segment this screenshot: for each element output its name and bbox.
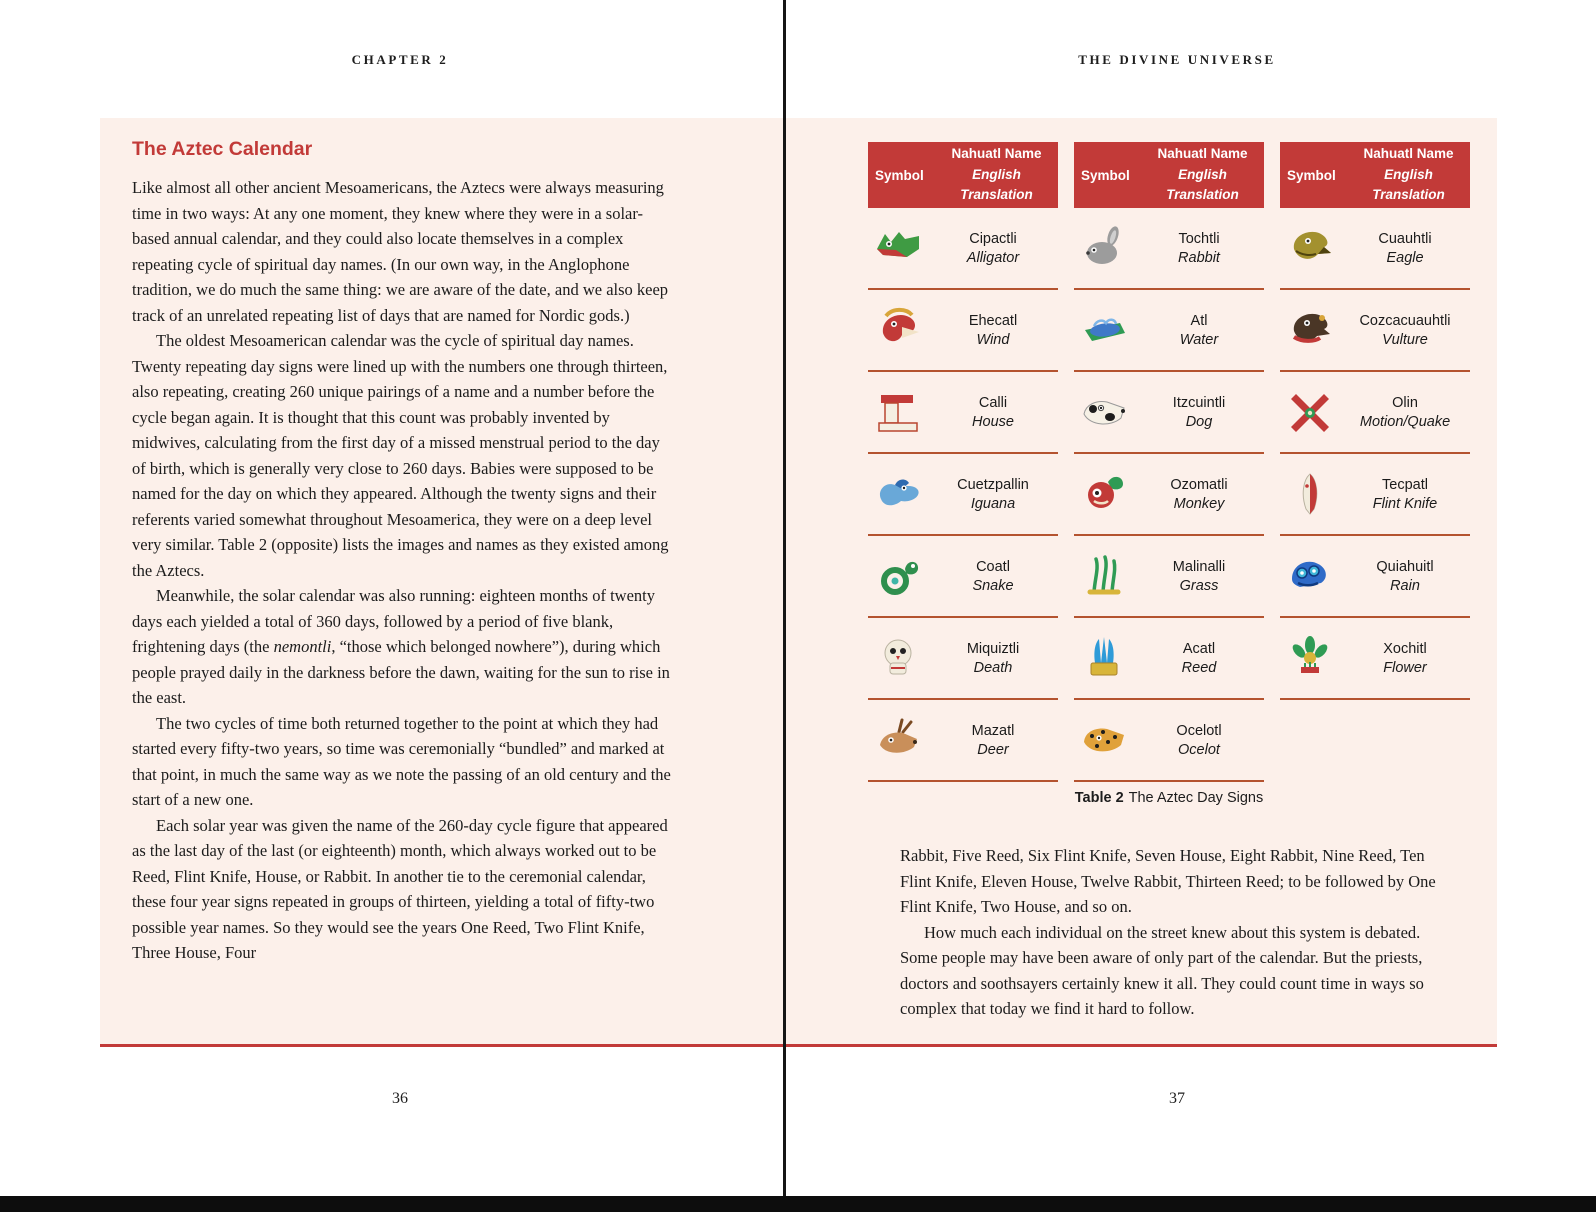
paragraph-continuation: Rabbit, Five Reed, Six Flint Knife, Seven House, Eight Rabbit, Nine Reed, Ten Flint Knife, Eleven House, Twelve Rabbit, Thirteen Reed; to be followed by One Flint Knife, Two House, and so on. bbox=[900, 846, 1436, 916]
dog-icon bbox=[1074, 388, 1134, 436]
column-header bbox=[1074, 142, 1264, 208]
english-translation: Snake bbox=[972, 577, 1014, 594]
header-symbol-label: Symbol bbox=[1287, 167, 1336, 183]
english-translation: Rain bbox=[1390, 577, 1420, 594]
paragraph-2: The oldest Mesoamerican calendar was the cycle of spiritual day names. Twenty repeating day signs were lined up with the numbers one through thirteen, also repeating, creating 260 unique pairings of a name and a number before the cycle began again. It is thought that this count was probably invented by midwives, calculating from the first day of a missed menstrual period to the day of birth, which is generally very close to 260 days. Babies were supposed to be named for the day on which they appeared. Although the twenty signs and their referents varied somewhat throughout Mesoamerica, they were on a deep level very similar. Table 2 (opposite) lists the images and names as they existed among the Aztecs. bbox=[132, 331, 669, 580]
day-sign-row bbox=[1074, 372, 1264, 454]
paragraph-5: Each solar year was given the name of the 260-day cycle figure that appeared as the last day of the last (or eighteenth) month, which always worked out to be Reed, Flint Knife, House, or Rabbit. In another tie to the ceremonial calendar, these four year signs repeated in groups of thirteen, yielding a total of fifty-two possible year names. So they would see the years One Reed, Two Flint Knife, Three House, Four bbox=[132, 815, 668, 962]
header-english-label: English Translation bbox=[960, 166, 1033, 203]
grass-icon bbox=[1074, 552, 1134, 600]
nahuatl-name: Xochitl bbox=[1383, 640, 1427, 657]
english-translation: Motion/Quake bbox=[1359, 413, 1451, 430]
nahuatl-name: Coatl bbox=[976, 558, 1010, 575]
nahuatl-name: Cuetzpallin bbox=[957, 476, 1029, 493]
flint-knife-icon bbox=[1280, 470, 1340, 518]
day-sign-row bbox=[1280, 454, 1470, 536]
day-sign-row bbox=[868, 536, 1058, 618]
day-sign-row bbox=[868, 700, 1058, 782]
alligator-icon bbox=[868, 224, 928, 272]
flower-icon bbox=[1280, 634, 1340, 682]
day-sign-row bbox=[868, 290, 1058, 372]
day-sign-row bbox=[1280, 290, 1470, 372]
nahuatl-name: Calli bbox=[978, 394, 1008, 411]
vulture-icon bbox=[1280, 306, 1340, 354]
day-sign-row bbox=[1074, 454, 1264, 536]
english-translation: Eagle bbox=[1386, 249, 1424, 266]
day-sign-row bbox=[868, 372, 1058, 454]
paragraph-3 bbox=[132, 583, 672, 711]
header-name-label bbox=[1141, 142, 1264, 208]
english-translation: Wind bbox=[976, 331, 1010, 348]
table-column-3 bbox=[1280, 142, 1470, 782]
nahuatl-name: Malinalli bbox=[1172, 558, 1226, 575]
nahuatl-name: Quiahuitl bbox=[1376, 558, 1434, 575]
water-icon bbox=[1074, 306, 1134, 354]
nahuatl-name: Cuauhtli bbox=[1378, 230, 1432, 247]
header-symbol-label: Symbol bbox=[875, 167, 924, 183]
nahuatl-name: Cozcacuauhtli bbox=[1359, 312, 1451, 329]
header-nahuatl-label: Nahuatl Name bbox=[1363, 145, 1454, 161]
nahuatl-name: Ozomatli bbox=[1170, 476, 1228, 493]
header-nahuatl-label: Nahuatl Name bbox=[951, 145, 1042, 161]
table-column-1 bbox=[868, 142, 1058, 782]
english-translation: Grass bbox=[1179, 577, 1219, 594]
nahuatl-name: Tecpatl bbox=[1382, 476, 1428, 493]
day-sign-row bbox=[1280, 536, 1470, 618]
monkey-icon bbox=[1074, 470, 1134, 518]
english-translation: Monkey bbox=[1173, 495, 1225, 512]
header-english-label: English Translation bbox=[1372, 166, 1445, 203]
english-translation: Reed bbox=[1181, 659, 1217, 676]
english-translation: Dog bbox=[1185, 413, 1213, 430]
day-sign-row bbox=[1074, 290, 1264, 372]
day-sign-row bbox=[1280, 618, 1470, 700]
deer-icon bbox=[868, 716, 928, 764]
table-caption-text: The Aztec Day Signs bbox=[1128, 790, 1264, 806]
table-column-2 bbox=[1074, 142, 1264, 782]
paragraph-3-pre: Meanwhile, the solar calendar was also running: eighteen months of twenty days each yielded a total of 360 days, followed by a period of five blank, frightening days (the bbox=[132, 586, 655, 656]
english-translation: Flower bbox=[1383, 659, 1427, 676]
day-sign-row bbox=[1074, 208, 1264, 290]
running-head-right: THE DIVINE UNIVERSE bbox=[1078, 52, 1276, 67]
rain-god-icon bbox=[1280, 552, 1340, 600]
nahuatl-name: Olin bbox=[1392, 394, 1418, 411]
snake-icon bbox=[868, 552, 928, 600]
english-translation: Deer bbox=[977, 741, 1009, 758]
paragraph-3-italic-term: nemontli bbox=[273, 637, 332, 656]
english-translation: Alligator bbox=[966, 249, 1020, 266]
skull-icon bbox=[868, 634, 928, 682]
house-icon bbox=[868, 388, 928, 436]
english-translation: Iguana bbox=[970, 495, 1016, 512]
english-translation: Flint Knife bbox=[1372, 495, 1438, 512]
english-translation: Ocelot bbox=[1178, 741, 1220, 758]
running-head-left: CHAPTER 2 bbox=[351, 52, 449, 67]
day-sign-row bbox=[868, 618, 1058, 700]
nahuatl-name: Ehecatl bbox=[968, 312, 1018, 329]
table-caption bbox=[868, 790, 1470, 806]
iguana-icon bbox=[868, 470, 928, 518]
wind-god-icon bbox=[868, 306, 928, 354]
day-sign-table bbox=[868, 142, 1470, 782]
english-translation: Death bbox=[973, 659, 1013, 676]
nahuatl-name: Acatl bbox=[1182, 640, 1216, 657]
header-symbol-label: Symbol bbox=[1081, 167, 1130, 183]
table-caption-label: Table 2 bbox=[1074, 790, 1124, 806]
ocelot-icon bbox=[1074, 716, 1134, 764]
english-translation: Vulture bbox=[1382, 331, 1428, 348]
day-sign-row bbox=[1074, 536, 1264, 618]
english-translation: Rabbit bbox=[1178, 249, 1220, 266]
nahuatl-name: Itzcuintli bbox=[1172, 394, 1226, 411]
nahuatl-name: Mazatl bbox=[971, 722, 1015, 739]
nahuatl-name: Miquiztli bbox=[966, 640, 1020, 657]
page-number-left: 36 bbox=[392, 1090, 408, 1107]
eagle-icon bbox=[1280, 224, 1340, 272]
header-english-label: English Translation bbox=[1166, 166, 1239, 203]
section-heading: The Aztec Calendar bbox=[132, 138, 313, 160]
column-header bbox=[868, 142, 1058, 208]
day-sign-row bbox=[1280, 372, 1470, 454]
rabbit-icon bbox=[1074, 224, 1134, 272]
english-translation: Water bbox=[1179, 331, 1219, 348]
paragraph-2: How much each individual on the street knew about this system is debated. Some people may have been aware of only part of the calendar. But the priests, doctors and soothsayers certainly knew it all. They could count time in ways so complex that today we find it hard to follow. bbox=[900, 922, 1424, 1018]
column-header bbox=[1280, 142, 1470, 208]
nahuatl-name: Atl bbox=[1190, 312, 1208, 329]
scan-edge-bar bbox=[0, 1196, 1596, 1212]
header-name-label bbox=[1347, 142, 1470, 208]
reed-icon bbox=[1074, 634, 1134, 682]
day-sign-row bbox=[1280, 208, 1470, 290]
day-sign-row bbox=[1074, 700, 1264, 782]
left-page-content bbox=[132, 138, 672, 966]
paragraph-3-post: , “those which belonged nowhere”), during which people prayed daily in the darkness before the dawn, waiting for the sun to rise in the east. bbox=[132, 637, 670, 707]
nahuatl-name: Cipactli bbox=[969, 230, 1017, 247]
day-sign-row bbox=[868, 454, 1058, 536]
nahuatl-name: Ocelotl bbox=[1176, 722, 1222, 739]
header-name-label bbox=[935, 142, 1058, 208]
page-number-right: 37 bbox=[1169, 1090, 1185, 1107]
motion-icon bbox=[1280, 388, 1340, 436]
day-sign-row bbox=[868, 208, 1058, 290]
nahuatl-name: Tochtli bbox=[1178, 230, 1220, 247]
right-page-content bbox=[900, 843, 1450, 1022]
header-nahuatl-label: Nahuatl Name bbox=[1157, 145, 1248, 161]
day-sign-row bbox=[1074, 618, 1264, 700]
paragraph-4: The two cycles of time both returned together to the point at which they had started every fifty-two years, so time was ceremonially “bundled” and marked at that point, in much the same way as we note the passing of an old century and the start of a new one. bbox=[132, 713, 671, 809]
paragraph-1: Like almost all other ancient Mesoamericans, the Aztecs were always measuring time in two ways: At any one moment, they knew where they were in a solar-based annual calendar, and they could also locate themselves in a complex repeating cycle of spiritual day names. (In our own way, in the Anglophone tradition, we do much the same thing: we are aware of the date, and we also keep track of an unrelated repeating list of days that are named for Nordic gods.) bbox=[132, 178, 669, 325]
english-translation: House bbox=[972, 413, 1014, 430]
